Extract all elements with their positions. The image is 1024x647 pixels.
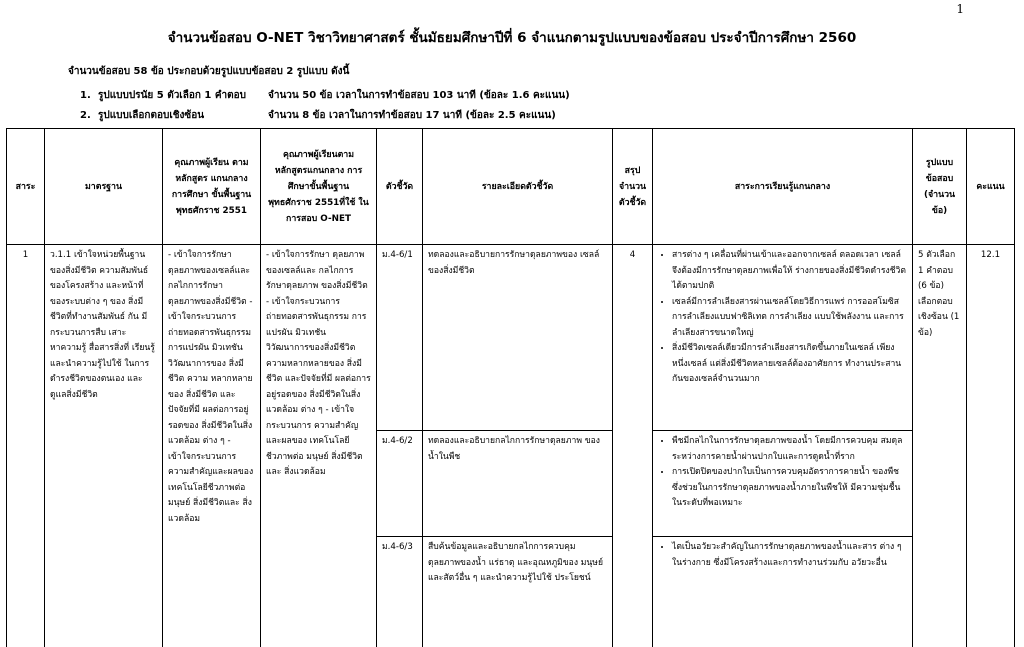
exam-pattern-item — [80, 106, 570, 126]
core-content-cell — [653, 537, 913, 647]
quality-onet-cell: - เข้าใจการรักษา ดุลยภาพของเซลล์และ กลไกการรักษาดุลยภาพ ของสิ่งมีชีวิต - เข้าใจกระบวนการ ถ่ายทอดสารพันธุกรรม การแปรผัน มิวเทชัน วิวัฒนาการของสิ่งมีชีวิต ความหลากหลายของ สิ่งมีชีวิต และปัจจัยที่มี ผลต่อการอยู่รอดของ สิ่งมีชีวิตในสิ่งแวดล้อม ต่าง ๆ - เข้าใจกระบวนการ ความสำคัญและผลของ เทคโนโลยีชีวภาพต่อ มนุษย์ สิ่งมีชีวิตและ สิ่งแวดล้อม — [261, 245, 377, 647]
header-score: คะแนน — [967, 129, 1015, 245]
header-indicator-count: สรุป จำนวน ตัวชี้วัด — [613, 129, 653, 245]
exam-pattern-item — [80, 86, 570, 106]
pattern-number: 1. — [80, 90, 91, 101]
indicator-detail: ทดลองและอธิบายการรักษาดุลยภาพของ เซลล์ของสิ่งมีชีวิต — [423, 245, 613, 431]
indicator-code: ม.4-6/1 — [377, 245, 423, 431]
indicator-code: ม.4-6/3 — [377, 537, 423, 647]
header-quality-core: คุณภาพผู้เรียน ตามหลักสูตร แกนกลางการศึกษา ขั้นพื้นฐาน พุทธศักราช 2551 — [163, 129, 261, 245]
core-content-cell — [653, 245, 913, 431]
header-standard: มาตรฐาน — [45, 129, 163, 245]
document-title: จำนวนข้อสอบ O-NET วิชาวิทยาศาสตร์ ชั้นมัธยมศึกษาปีที่ 6 จำแนกตามรูปแบบของข้อสอบ ประจำปีการศึกษา 2560 — [167, 30, 857, 46]
pattern-name: รูปแบบปรนัย 5 ตัวเลือก 1 คำตอบ — [98, 90, 246, 101]
pattern-detail: จำนวน 8 ข้อ เวลาในการทำข้อสอบ 17 นาที (ข้อละ 2.5 คะแนน) — [268, 110, 556, 121]
header-core-content: สาระการเรียนรู้แกนกลาง — [653, 129, 913, 245]
onet-blueprint-table — [6, 128, 1015, 647]
header-exam-format: รูปแบบ ข้อสอบ (จำนวน ข้อ) — [913, 129, 967, 245]
core-content-cell — [653, 431, 913, 537]
quality-core-cell: - เข้าใจการรักษา ดุลยภาพของเซลล์และ กลไกการรักษา ดุลยภาพของสิ่งมีชีวิต - เข้าใจกระบวนการ ถ่ายทอดสารพันธุกรรม การแปรผัน มิวเทชัน วิวัฒนาการของ สิ่งมีชีวิต ความ หลากหลายของ สิ่งมีชีวิต และปัจจัยที่มี ผลต่อการอยู่รอดของ สิ่งมีชีวิตในสิ่งแวดล้อม ต่าง ๆ - เข้าใจกระบวนการ ความสำคัญและผลของ เทคโนโลยีชีวภาพต่อ มนุษย์ สิ่งมีชีวิตและ สิ่งแวดล้อม — [163, 245, 261, 647]
pattern-name: รูปแบบเลือกตอบเชิงซ้อน — [98, 110, 205, 121]
pattern-detail: จำนวน 50 ข้อ เวลาในการทำข้อสอบ 103 นาที (ข้อละ 1.6 คะแนน) — [268, 90, 570, 101]
list-item: • สารต่าง ๆ เคลื่อนที่ผ่านเข้าและออกจากเซลล์ ตลอดเวลา เซลล์จึงต้องมีการรักษาดุลยภาพเพื่อให้ ร่างกายของสิ่งมีชีวิตดำรงชีวิตได้ตามปกติ — [672, 248, 907, 295]
list-item: • สิ่งมีชีวิตเซลล์เดียวมีการลำเลียงสารเกิดขึ้นภายในเซลล์ เพียงหนึ่งเซลล์ แต่สิ่งมีชีวิตหลายเซลล์ต้องอาศัยการ ทำงานประสานกันของเซลล์จำนวนมาก — [672, 341, 907, 388]
list-item: • เซลล์มีการลำเลียงสารผ่านเซลล์โดยวิธีการแพร่ การออสโมซิส การลำเลียงแบบฟาซิลิเทต การลำเลียง แบบใช้พลังงาน และการลำเลียงสารขนาดใหญ่ — [672, 295, 907, 342]
indicator-detail: สืบค้นข้อมูลและอธิบายกลไกการควบคุม ดุลยภาพของน้ำ แร่ธาตุ และอุณหภูมิของ มนุษย์และสัตว์อื่น ๆ และนำความรู้ไปใช้ ประโยชน์ — [423, 537, 613, 647]
standard-cell: ว.1.1 เข้าใจหน่วยพื้นฐาน ของสิ่งมีชีวิต ความสัมพันธ์ ของโครงสร้าง และหน้าที่ ของระบบต่าง ๆ ของ สิ่งมีชีวิตที่ทำงานสัมพันธ์ กัน มีกระบวนการสืบ เสาะหาความรู้ สื่อสารสิ่งที่ เรียนรู้และนำความรู้ไปใช้ ในการดำรงชีวิตของตนเอง และดูแลสิ่งมีชีวิต — [45, 245, 163, 647]
score-cell: 12.1 — [967, 245, 1015, 647]
header-indicator-detail: รายละเอียดตัวชี้วัด — [423, 129, 613, 245]
indicator-code: ม.4-6/2 — [377, 431, 423, 537]
list-item: • พืชมีกลไกในการรักษาดุลยภาพของน้ำ โดยมีการควบคุม สมดุลระหว่างการคายน้ำผ่านปากใบและการดูดน้ำที่ราก — [672, 434, 907, 465]
list-item: • การเปิดปิดของปากใบเป็นการควบคุมอัตราการคายน้ำ ของพืช ซึ่งช่วยในการรักษาดุลยภาพของน้ำภายในพืชให้ มีความชุ่มชื้นในระดับที่พอเหมาะ — [672, 465, 907, 512]
table-row — [7, 245, 1015, 431]
header-indicator: ตัวชี้วัด — [377, 129, 423, 245]
core-content-list — [658, 434, 907, 512]
list-item: • ไตเป็นอวัยวะสำคัญในการรักษาดุลยภาพของน้ำและสาร ต่าง ๆ ในร่างกาย ซึ่งมีโครงสร้างและการทำงานร่วมกับ อวัยวะอื่น — [672, 540, 907, 571]
header-quality-onet: คุณภาพผู้เรียนตาม หลักสูตรแกนกลาง การศึกษาขั้นพื้นฐาน พุทธศักราช 2551ที่ใช้ ในการสอบ O-NET — [261, 129, 377, 245]
indicator-detail: ทดลองและอธิบายกลไกการรักษาดุลยภาพ ของน้ำในพืช — [423, 431, 613, 537]
table-header-row — [7, 129, 1015, 245]
exam-intro: จำนวนข้อสอบ 58 ข้อ ประกอบด้วยรูปแบบข้อสอบ 2 รูปแบบ ดังนี้ — [68, 66, 350, 77]
page-number: 1 — [956, 2, 964, 16]
exam-pattern-list — [80, 86, 570, 126]
header-strand: สาระ — [7, 129, 45, 245]
core-content-list — [658, 248, 907, 388]
pattern-number: 2. — [80, 110, 91, 121]
indicator-count-cell: 4 — [613, 245, 653, 647]
exam-format-cell: 5 ตัวเลือก 1 คำตอบ (6 ข้อ) เลือกตอบ เชิงซ้อน (1 ข้อ) — [913, 245, 967, 647]
strand-cell: 1 — [7, 245, 45, 647]
core-content-list — [658, 540, 907, 571]
